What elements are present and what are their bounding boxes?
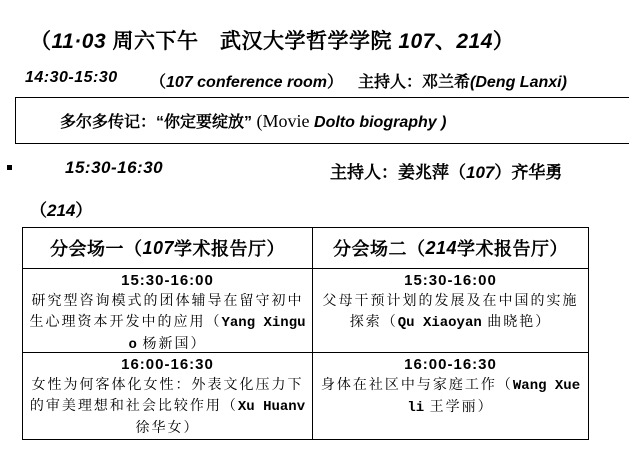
session-title: 女性为何客体化女性：外表文化压力下的审美理想和社会比较作用（Xu Huanv 徐华女） — [29, 378, 306, 436]
list-bullet-icon — [7, 165, 12, 170]
session1-row — [0, 69, 629, 91]
session-title: 身体在社区中与家庭工作（Wang Xueli 王学丽） — [320, 378, 581, 416]
session-title: 父母干预计划的发展及在中国的实施探索（Qu Xiaoyan 曲晓艳） — [322, 294, 579, 331]
room-214-label: （214） — [30, 201, 93, 220]
session1-time: 14:30-15:30 — [25, 69, 118, 86]
page-title: （11·03 周六下午 武汉大学哲学学院 107、214） — [30, 30, 515, 53]
session-time: 15:30-16:00 — [404, 272, 497, 289]
movie-title: 多尔多传记：“你定要绽放” (Movie Dolto biography ) — [60, 111, 447, 131]
session2-time: 15:30-16:30 — [65, 158, 164, 177]
session-time: 16:00-16:30 — [121, 356, 214, 373]
session2-row — [0, 158, 629, 182]
session-title: 研究型咨询模式的团体辅导在留守初中生心理资本开发中的应用（Yang Xinguo 杨新国） — [29, 294, 306, 353]
session1-room: （107 conference room） — [150, 74, 343, 91]
session-cell-venue1-slot2 — [23, 353, 313, 439]
session-time: 15:30-16:00 — [121, 272, 214, 289]
movie-box — [15, 97, 629, 144]
session-cell-venue1-slot1 — [23, 269, 313, 353]
session-time: 16:00-16:30 — [404, 356, 497, 373]
session1-host: 主持人：邓兰希(Deng Lanxi) — [358, 74, 567, 91]
session-cell-venue2-slot2 — [313, 353, 588, 439]
table-header-venue-2: 分会场二（ 214 学术报告厅） — [313, 228, 588, 269]
session-cell-venue2-slot1 — [313, 269, 588, 353]
schedule-table — [22, 227, 589, 440]
table-header-venue-1: 分会场一（ 107 学术报告厅） — [23, 228, 313, 269]
session2-host: 主持人：姜兆萍（107）齐华勇 — [330, 163, 563, 182]
